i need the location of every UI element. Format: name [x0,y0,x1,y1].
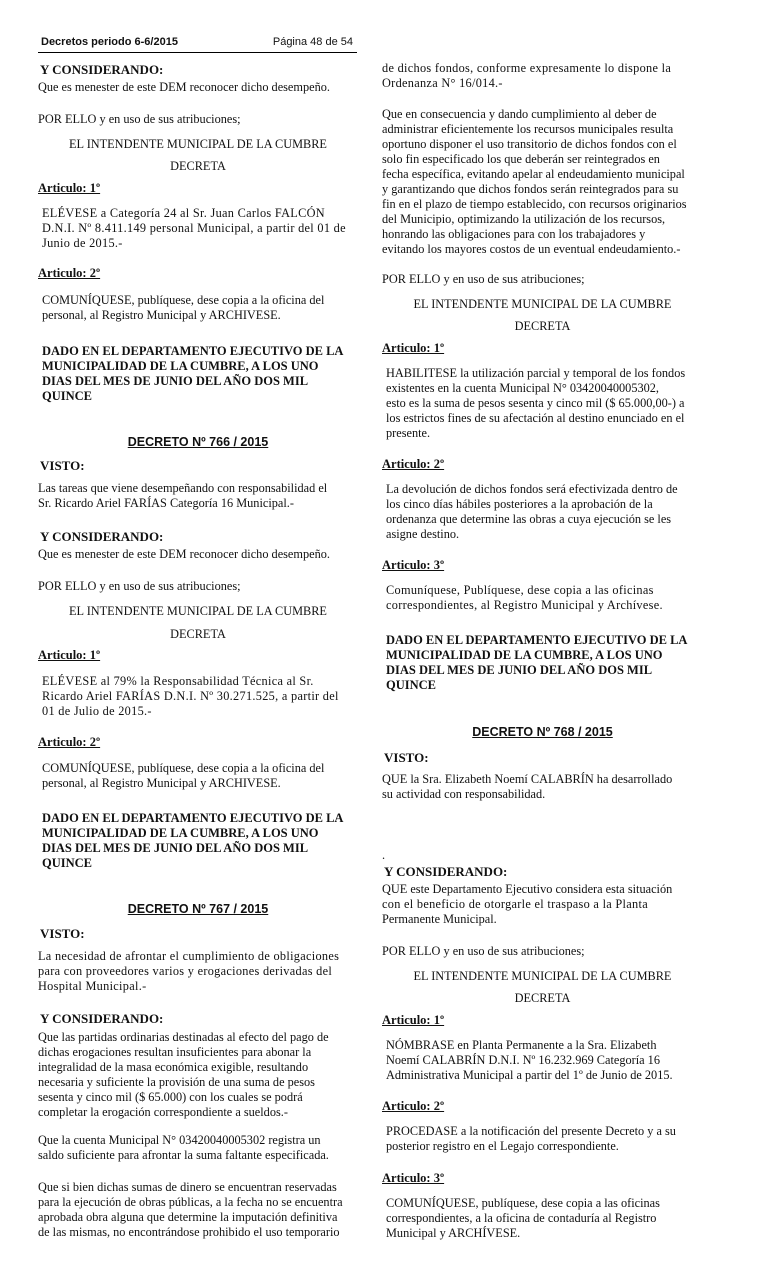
dado-text: DADO EN EL DEPARTAMENTO EJECUTIVO DE LA MUNICIPALIDAD DE LA CUMBRE, A LOS UNO DIAS DEL MES DE JUNIO DEL AÑO DOS MIL QUINCE [386,633,688,692]
article-1-label: Articulo: 1º [382,1013,445,1027]
article-1-text: NÓMBRASE en Planta Permanente a la Sra. Elizabeth Noemí CALABRÍN D.N.I. Nº 16.232.969 Categoría 16 Administrativa Municipal a partir del 1º de Junio de 2015. [386,1038,673,1082]
considerando-text: Que es menester de este DEM reconocer dicho desempeño. [38,547,330,561]
article-1-label: Articulo: 1º [38,648,101,662]
considerando-text: Que es menester de este DEM reconocer dicho desempeño. [38,80,330,94]
article-1-label: Articulo: 1º [38,181,101,195]
considerando-heading: Y CONSIDERANDO: [40,529,164,544]
dado-text: DADO EN EL DEPARTAMENTO EJECUTIVO DE LA MUNICIPALIDAD DE LA CUMBRE, A LOS UNO DIAS DEL MES DE JUNIO DEL AÑO DOS MIL QUINCE [42,344,344,403]
considerando-heading: Y CONSIDERANDO: [384,864,508,879]
decreta-heading: DECRETA [514,991,571,1005]
article-3-text: Comuníquese, Publíquese, dese copia a las oficinas correspondientes, al Registro Municipal y Archívese. [386,583,663,612]
article-3-label: Articulo: 3º [382,558,445,572]
article-2-label: Articulo: 2º [382,457,445,471]
intendente-heading: EL INTENDENTE MUNICIPAL DE LA CUMBRE [69,137,327,151]
decreta-heading: DECRETA [170,159,226,173]
article-1-text: ELÉVESE al 79% la Responsabilidad Técnica al Sr. Ricardo Ariel FARÍAS D.N.I. Nº 30.271.525, a partir del 01 de Julio de 2015.- [42,674,339,718]
article-3-text: COMUNÍQUESE, publíquese, dese copia a las oficinas correspondientes, a la oficina de contaduría al Registro Municipal y ARCHÍVESE. [386,1196,660,1240]
decreto-766-title: DECRETO Nº 766 / 2015 [127,435,269,449]
por-ello-text: POR ELLO y en uso de sus atribuciones; [38,579,241,593]
article-2-label: Articulo: 2º [38,266,101,280]
article-1-text: ELÉVESE a Categoría 24 al Sr. Juan Carlos FALCÓN D.N.I. Nº 8.411.149 personal Municipal, a partir del 01 de Junio de 2015.- [42,206,346,250]
right-column [382,0,703,1280]
visto-heading: VISTO: [40,458,85,473]
visto-text: Las tareas que viene desempeñando con responsabilidad el Sr. Ricardo Ariel FARÍAS Categoría 16 Municipal.- [38,481,328,510]
considerando-text: Que las partidas ordinarias destinadas al efecto del pago de dichas erogaciones resultan insuficientes para abonar la integralidad de la masa económica exigible, resultando necesaria y suficiente la provisión de una suma de pesos sesenta y cinco mil ($ 65.000) con los cuales se podrá completar la erogación correspondiente a sueldos.- [38,1030,329,1119]
visto-heading: VISTO: [40,926,85,941]
visto-heading: VISTO: [384,750,429,765]
considerando-heading: Y CONSIDERANDO: [40,62,164,77]
por-ello-text: POR ELLO y en uso de sus atribuciones; [382,272,585,286]
cuenta-text: Que la cuenta Municipal N° 03420040005302 registra un saldo suficiente para afrontar la suma faltante especificada. [38,1133,329,1162]
decreto-767-title: DECRETO Nº 767 / 2015 [127,902,269,916]
intendente-heading: EL INTENDENTE MUNICIPAL DE LA CUMBRE [413,297,672,311]
page-number: Página 48 de 54 [272,36,353,48]
article-2-text: La devolución de dichos fondos será efectivizada dentro de los cinco días hábiles posteriores a la aprobación de la ordenanza que determine las obras a cuya ejecución se les asigne destino. [386,482,678,541]
decreto-768-title: DECRETO Nº 768 / 2015 [472,725,613,739]
visto-text: La necesidad de afrontar el cumplimiento de obligaciones para con proveedores varios y erogaciones derivadas del Hospital Municipal.- [38,949,340,993]
considerando-heading: Y CONSIDERANDO: [40,1011,164,1026]
article-1-label: Articulo: 1º [382,341,445,355]
article-2-label: Articulo: 2º [38,735,101,749]
dado-text: DADO EN EL DEPARTAMENTO EJECUTIVO DE LA MUNICIPALIDAD DE LA CUMBRE, A LOS UNO DIAS DEL MES DE JUNIO DEL AÑO DOS MIL QUINCE [42,811,344,870]
consecuencia-text: Que en consecuencia y dando cumplimiento al deber de administrar eficientemente los recursos municipales resulta oportuno disponer el uso transitorio de dichos fondos con el solo fin especificado los que deberán ser reintegrados en fecha específica, evitando apelar al endeudamiento municipal y garantizando que dichos fondos serán reintegrados para su fin en el plazo de tiempo establecido, con recursos originarios del Municipio, optimizando la utilización de los recursos, honrando las obligaciones para con los trabajadores y evitando los mayores costos de un eventual endeudamiento.- [382,107,687,256]
article-3-label: Articulo: 3º [382,1171,445,1185]
article-1-text: HABILITESE la utilización parcial y temporal de los fondos existentes en la cuenta Municipal N° 03420040005302, esto es la suma de pesos sesenta y cinco mil ($ 65.000,00-) a los estrictos fines de su afectación al destino enunciado en el presente. [386,366,686,440]
left-column [38,0,358,1280]
article-2-text: COMUNÍQUESE, publíquese, dese copia a la oficina del personal, al Registro Municipal y ARCHIVESE. [42,293,325,322]
continuation-text: de dichos fondos, conforme expresamente lo dispone la Ordenanza N° 16/014.- [382,61,672,90]
sumas-text: Que si bien dichas sumas de dinero se encuentran reservadas para la ejecución de obras públicas, a la fecha no se encuentra aprobada obra alguna que determine la imputación definitiva de las mismas, no encontrándose prohibido el uso temporario [38,1180,343,1239]
decreta-heading: DECRETA [170,627,226,641]
visto-text: QUE la Sra. Elizabeth Noemí CALABRÍN ha desarrollado su actividad con responsabilidad. [382,772,673,801]
article-2-label: Articulo: 2º [382,1099,445,1113]
decreta-heading: DECRETA [514,319,571,333]
considerando-text: QUE este Departamento Ejecutivo considera esta situación con el beneficio de otorgarle el traspaso a la Planta Permanente Municipal. [382,882,673,926]
article-2-text: PROCEDASE a la notificación del presente Decreto y a su posterior registro en el Legajo correspondiente. [386,1124,676,1153]
por-ello-text: POR ELLO y en uso de sus atribuciones; [38,112,241,126]
document-title: Decretos periodo 6-6/2015 [41,36,178,48]
por-ello-text: POR ELLO y en uso de sus atribuciones; [382,944,585,958]
intendente-heading: EL INTENDENTE MUNICIPAL DE LA CUMBRE [69,604,327,618]
intendente-heading: EL INTENDENTE MUNICIPAL DE LA CUMBRE [413,969,672,983]
stray-dot: . [382,848,386,862]
article-2-text: COMUNÍQUESE, publíquese, dese copia a la oficina del personal, al Registro Municipal y ARCHIVESE. [42,761,325,790]
